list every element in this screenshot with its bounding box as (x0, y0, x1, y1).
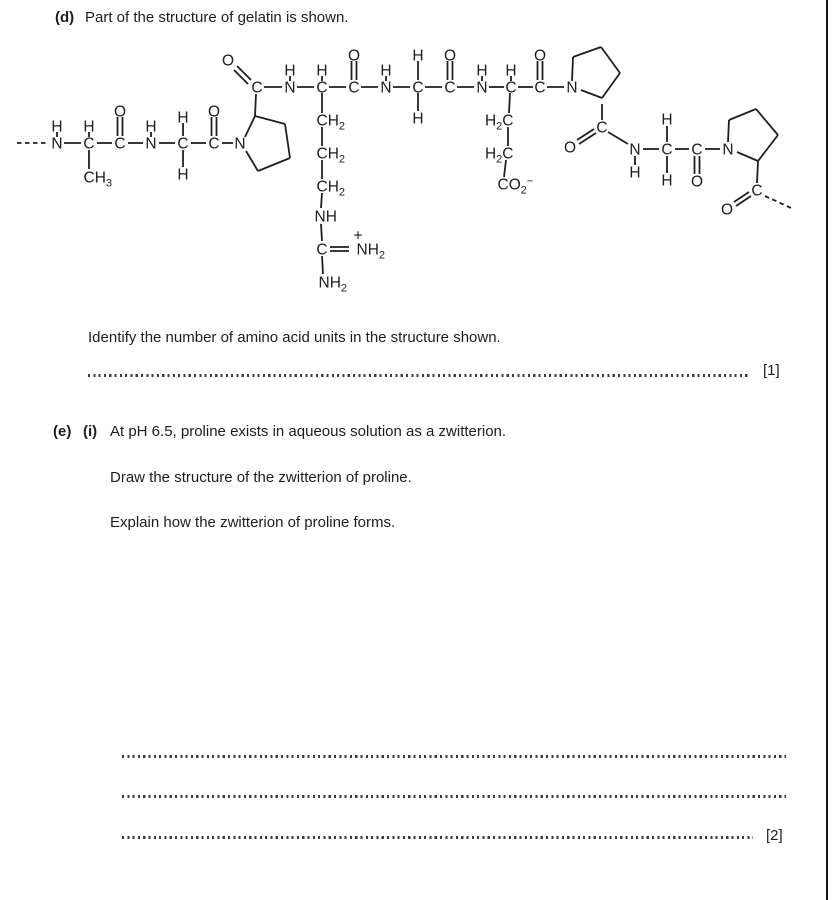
atom-label: C (208, 135, 220, 153)
question-e-marks: [2] (766, 827, 783, 844)
bond (237, 66, 251, 80)
bond (321, 224, 322, 241)
bond (573, 47, 601, 57)
gelatin-structure-diagram (0, 0, 832, 320)
bond (577, 129, 594, 140)
atom-label: N (234, 135, 246, 153)
atom-label: O (563, 139, 577, 157)
atom-label: N (629, 141, 641, 159)
atom-label: H (51, 118, 63, 136)
atom-label: C (348, 79, 360, 97)
atom-label: $H_2C$ (484, 145, 514, 166)
atom-label: H (380, 62, 392, 80)
atom-label: O (207, 103, 221, 121)
bond (255, 116, 285, 124)
bond (579, 133, 596, 144)
atom-label: N (145, 135, 157, 153)
bond (756, 109, 778, 135)
question-e-explain-prompt: Explain how the zwitterion of proline forms. (110, 514, 396, 531)
atom-label: C (83, 135, 95, 153)
bond (602, 73, 620, 98)
atom-label: $CH_2$ (316, 112, 346, 133)
atom-label: H (629, 164, 641, 182)
bond (757, 161, 758, 183)
question-d-intro: Part of the structure of gelatin is shown. (85, 9, 349, 26)
atom-label: O (113, 103, 127, 121)
atom-label: C (251, 79, 263, 97)
atom-label: O (221, 52, 235, 70)
atom-label: C (177, 135, 189, 153)
bond (729, 109, 756, 120)
atom-label: C (444, 79, 456, 97)
atom-label: H (661, 172, 673, 190)
atom-label: + (353, 227, 363, 245)
atom-label: O (347, 47, 361, 65)
atom-label: H (412, 47, 424, 65)
atom-label: H (505, 62, 517, 80)
atom-label: C (316, 241, 328, 259)
atom-label: H (177, 109, 189, 127)
bond (245, 116, 255, 137)
atom-label: O (720, 201, 734, 219)
atom-label: $CH_2$ (316, 145, 346, 166)
atom-label: $CO_2^-$ (497, 175, 534, 197)
atom-label: N (284, 79, 296, 97)
atom-label: N (722, 141, 734, 159)
page-border-right (826, 0, 828, 900)
bond (758, 135, 778, 161)
bond (734, 192, 749, 202)
bond (322, 256, 323, 274)
atom-label: H (83, 118, 95, 136)
atom-label: H (284, 62, 296, 80)
bond (258, 158, 290, 171)
atom-label: $H_2C$ (484, 112, 514, 133)
question-e-draw-prompt: Draw the structure of the zwitterion of proline. (110, 469, 412, 486)
atom-label: N (51, 135, 63, 153)
atom-label: C (114, 135, 126, 153)
bond (581, 90, 602, 98)
bond (737, 152, 758, 161)
answer-line-e1[interactable] (122, 755, 786, 758)
atom-label: $CH_3$ (83, 169, 113, 190)
atom-label: O (533, 47, 547, 65)
answer-line-e3[interactable] (122, 836, 753, 839)
atom-label: C (691, 141, 703, 159)
bond (246, 151, 258, 171)
atom-label: C (505, 79, 517, 97)
atom-label: C (316, 79, 328, 97)
atom-label: NH (314, 208, 337, 226)
atom-label: H (412, 110, 424, 128)
question-e-label: (e) (53, 423, 72, 440)
atom-label: C (596, 119, 608, 137)
atom-label: C (751, 182, 763, 200)
bond (255, 94, 256, 116)
question-d-marks: [1] (763, 362, 780, 379)
atom-label: O (690, 173, 704, 191)
bond (736, 196, 751, 206)
atom-label: C (661, 141, 673, 159)
bond-dashed (765, 196, 791, 208)
atom-label: $CH_2$ (316, 178, 346, 199)
atom-label: H (476, 62, 488, 80)
atom-label: $NH_2$ (356, 241, 386, 262)
atom-label: N (476, 79, 488, 97)
atom-label: $NH_2$ (318, 274, 348, 295)
bond (285, 124, 290, 158)
question-e-statement: At pH 6.5, proline exists in aqueous solution as a zwitterion. (110, 423, 507, 440)
atom-label: N (566, 79, 578, 97)
question-d-prompt: Identify the number of amino acid units in the structure shown. (88, 329, 501, 346)
bond (608, 132, 628, 144)
bond (601, 47, 620, 73)
atom-label: H (661, 111, 673, 129)
atom-label: N (380, 79, 392, 97)
answer-line-d[interactable] (88, 374, 748, 377)
atom-label: C (412, 79, 424, 97)
bond (234, 70, 248, 84)
atom-label: C (534, 79, 546, 97)
atom-label: H (145, 118, 157, 136)
question-d-label: (d) (55, 9, 75, 26)
answer-line-e2[interactable] (122, 795, 786, 798)
atom-label: H (316, 62, 328, 80)
bond (728, 120, 729, 142)
atom-label: O (443, 47, 457, 65)
atom-label: H (177, 166, 189, 184)
question-e-roman: (i) (83, 423, 98, 440)
bond (572, 57, 573, 81)
